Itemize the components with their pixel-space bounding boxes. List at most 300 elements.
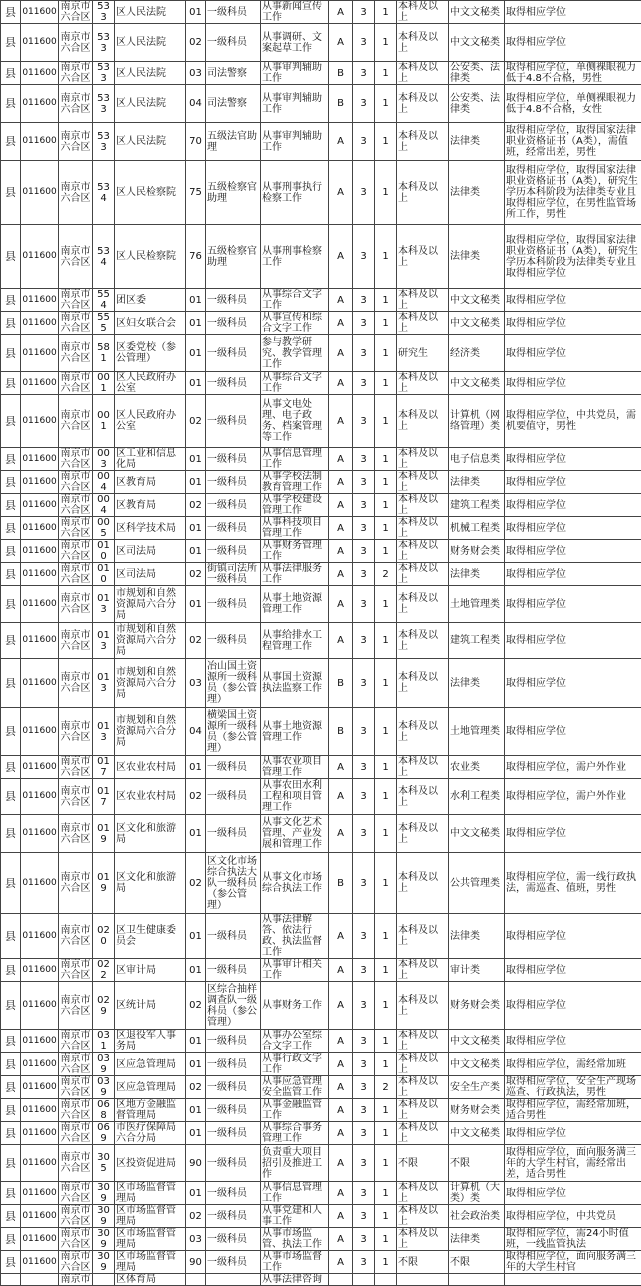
cell-post-name	[206, 1274, 261, 1286]
cell-district: 南京市六合区	[59, 982, 93, 1030]
cell-post-duty: 从事科技项目管理工作	[261, 517, 329, 540]
cell-dept-name: 区妇女联合会	[115, 312, 186, 335]
cell-exam-type: A	[329, 1145, 353, 1182]
cell-dept-name: 区应急管理局	[115, 1053, 186, 1076]
table-row	[1, 914, 641, 959]
cell-quota: 1	[375, 1053, 397, 1076]
cell-dept-name: 区审计局	[115, 959, 186, 982]
cell-exam-ratio: 3	[353, 517, 375, 540]
cell-post-code: 01	[186, 586, 206, 623]
cell-quota: 1	[375, 517, 397, 540]
cell-requirements: 取得相应学位	[505, 312, 641, 335]
cell-dept-code: 013	[93, 623, 115, 659]
cell-exam-ratio: 3	[353, 335, 375, 372]
cell-level: 县	[1, 853, 21, 914]
cell-region-code: 011600	[21, 1145, 59, 1182]
cell-level: 县	[1, 1145, 21, 1182]
cell-education: 本科及以上	[397, 372, 449, 395]
cell-dept-code: 533	[93, 85, 115, 123]
cell-dept-name: 区委党校（参公管理）	[115, 335, 186, 372]
cell-region-code: 011600	[21, 982, 59, 1030]
cell-level: 县	[1, 756, 21, 779]
cell-post-code: 01	[186, 471, 206, 494]
cell-dept-code: 533	[93, 24, 115, 62]
cell-post-code: 01	[186, 517, 206, 540]
cell-education: 本科及以上	[397, 756, 449, 779]
cell-exam-type: A	[329, 395, 353, 448]
cell-dept-code: 305	[93, 1145, 115, 1182]
cell-education: 本科及以上	[397, 1122, 449, 1145]
cell-district: 南京市六合区	[59, 517, 93, 540]
cell-post-name: 五级法官助理	[206, 123, 261, 161]
cell-region-code: 011600	[21, 289, 59, 312]
cell-post-name: 一级科员	[206, 1205, 261, 1228]
cell-region-code: 011600	[21, 853, 59, 914]
cell-level: 县	[1, 123, 21, 161]
cell-requirements: 取得相应学位	[505, 1122, 641, 1145]
cell-exam-type: A	[329, 335, 353, 372]
cell-level: 县	[1, 161, 21, 225]
cell-quota: 1	[375, 62, 397, 85]
cell-education: 本科及以上	[397, 815, 449, 853]
cell-district: 南京市六合区	[59, 1205, 93, 1228]
cell-education	[397, 1274, 449, 1286]
cell-region-code: 011600	[21, 1030, 59, 1053]
cell-dept-code: 001	[93, 372, 115, 395]
cell-post-code: 02	[186, 623, 206, 659]
cell-quota: 1	[375, 1182, 397, 1205]
cell-exam-ratio: 3	[353, 982, 375, 1030]
cell-post-code: 01	[186, 1182, 206, 1205]
cell-major: 安全生产类	[449, 1076, 505, 1099]
cell-education: 本科及以上	[397, 914, 449, 959]
cell-quota: 1	[375, 161, 397, 225]
cell-post-name: 一级科员	[206, 448, 261, 471]
cell-level: 县	[1, 85, 21, 123]
cell-dept-name: 区教育局	[115, 471, 186, 494]
cell-education: 本科及以上	[397, 659, 449, 708]
cell-education: 本科及以上	[397, 517, 449, 540]
cell-level: 县	[1, 62, 21, 85]
cell-district: 南京市六合区	[59, 494, 93, 517]
cell-requirements: 取得相应学位	[505, 24, 641, 62]
cell-requirements: 取得相应学位	[505, 1, 641, 24]
cell-major: 计算机（大类）类	[449, 1182, 505, 1205]
cell-dept-name: 市医疗保障局六合分局	[115, 1122, 186, 1145]
cell-exam-ratio: 3	[353, 623, 375, 659]
cell-post-duty: 从事审计相关工作	[261, 959, 329, 982]
cell-post-code: 02	[186, 779, 206, 815]
cell-region-code: 011600	[21, 1228, 59, 1251]
cell-major: 计算机（网络管理）类	[449, 395, 505, 448]
cell-post-name: 一级科员	[206, 517, 261, 540]
cell-quota: 1	[375, 1, 397, 24]
cell-dept-code: 581	[93, 335, 115, 372]
cell-post-name: 一级科员	[206, 1122, 261, 1145]
cell-post-name: 一级科员	[206, 1251, 261, 1274]
cell-region-code: 011600	[21, 1099, 59, 1122]
cell-region-code: 011600	[21, 312, 59, 335]
cell-major: 机械工程类	[449, 517, 505, 540]
cell-quota: 1	[375, 1145, 397, 1182]
cell-post-name: 一级科员	[206, 1, 261, 24]
cell-post-duty: 从事市场监督工作	[261, 1251, 329, 1274]
cell-major: 不限	[449, 1145, 505, 1182]
cell-requirements: 取得相应学位，取得国家法律职业资格证书（A类），研究生学历本科阶段为法律类专业且取得相应学位，在男性监管场所工作，男性	[505, 161, 641, 225]
cell-exam-ratio: 3	[353, 312, 375, 335]
cell-region-code: 011600	[21, 335, 59, 372]
cell-quota: 1	[375, 471, 397, 494]
cell-post-duty: 从事农田水利工程和项目管理工作	[261, 779, 329, 815]
cell-exam-ratio: 3	[353, 853, 375, 914]
cell-major: 土地管理类	[449, 586, 505, 623]
cell-post-code: 01	[186, 914, 206, 959]
table-row	[1, 1030, 641, 1053]
cell-post-code: 01	[186, 756, 206, 779]
cell-post-duty: 从事刑事执行检察工作	[261, 161, 329, 225]
cell-level: 县	[1, 815, 21, 853]
table-row	[1, 1251, 641, 1274]
cell-level: 县	[1, 623, 21, 659]
cell-district: 南京市六合区	[59, 372, 93, 395]
cell-quota: 1	[375, 756, 397, 779]
cell-dept-code: 013	[93, 708, 115, 756]
cell-post-code: 02	[186, 24, 206, 62]
cell-exam-ratio: 3	[353, 471, 375, 494]
cell-exam-ratio: 3	[353, 708, 375, 756]
cell-district: 南京市六合区	[59, 335, 93, 372]
cell-post-code: 02	[186, 1076, 206, 1099]
cell-quota: 1	[375, 779, 397, 815]
cell-dept-code: 003	[93, 448, 115, 471]
cell-education: 本科及以上	[397, 708, 449, 756]
cell-post-code: 01	[186, 335, 206, 372]
cell-post-name: 一级科员	[206, 1030, 261, 1053]
cell-exam-type: A	[329, 1205, 353, 1228]
cell-level: 县	[1, 1251, 21, 1274]
table-row	[1, 708, 641, 756]
cell-exam-type: A	[329, 24, 353, 62]
cell-dept-code: 013	[93, 659, 115, 708]
cell-exam-type: A	[329, 372, 353, 395]
cell-exam-type: A	[329, 225, 353, 289]
cell-level: 县	[1, 471, 21, 494]
cell-post-duty: 从事信息管理工作	[261, 448, 329, 471]
cell-major: 土地管理类	[449, 708, 505, 756]
cell-level: 县	[1, 395, 21, 448]
cell-major: 法律类	[449, 914, 505, 959]
cell-exam-ratio: 3	[353, 914, 375, 959]
cell-district: 南京市	[59, 1274, 93, 1286]
cell-major: 电子信息类	[449, 448, 505, 471]
cell-education: 本科及以上	[397, 1076, 449, 1099]
cell-major: 中文文秘类	[449, 312, 505, 335]
cell-post-name: 一级科员	[206, 959, 261, 982]
cell-exam-type: A	[329, 959, 353, 982]
cell-exam-ratio: 3	[353, 85, 375, 123]
cell-quota: 1	[375, 448, 397, 471]
cell-exam-ratio: 3	[353, 161, 375, 225]
cell-level: 县	[1, 659, 21, 708]
cell-exam-type: A	[329, 289, 353, 312]
cell-post-duty: 从事审判辅助工作	[261, 123, 329, 161]
cell-requirements: 取得相应学位，取得国家法律职业资格证书（A类），需值班，经常出差，男性	[505, 123, 641, 161]
cell-district: 南京市六合区	[59, 312, 93, 335]
cell-district: 南京市六合区	[59, 815, 93, 853]
cell-region-code: 011600	[21, 563, 59, 586]
cell-quota: 1	[375, 225, 397, 289]
cell-post-duty: 从事行政文字工作	[261, 1053, 329, 1076]
cell-requirements: 取得相应学位，面向服务满三年的大学生村官	[505, 1251, 641, 1274]
cell-requirements: 取得相应学位	[505, 586, 641, 623]
cell-requirements: 取得相应学位	[505, 708, 641, 756]
cell-exam-type: A	[329, 123, 353, 161]
cell-dept-name: 区投资促进局	[115, 1145, 186, 1182]
cell-dept-code: 068	[93, 1099, 115, 1122]
table-row	[1, 779, 641, 815]
cell-exam-type: A	[329, 779, 353, 815]
cell-region-code: 011600	[21, 395, 59, 448]
cell-district: 南京市六合区	[59, 623, 93, 659]
cell-region-code: 011600	[21, 517, 59, 540]
cell-dept-name: 市规划和自然资源局六合分局	[115, 623, 186, 659]
cell-exam-ratio: 3	[353, 372, 375, 395]
cell-education: 本科及以上	[397, 1030, 449, 1053]
cell-level: 县	[1, 1053, 21, 1076]
cell-major: 财务财会类	[449, 982, 505, 1030]
cell-education: 本科及以上	[397, 959, 449, 982]
cell-post-code: 02	[186, 494, 206, 517]
cell-post-name: 一级科员	[206, 312, 261, 335]
cell-major: 公安类、法律类	[449, 85, 505, 123]
cell-dept-name: 区人民检察院	[115, 225, 186, 289]
cell-requirements: 取得相应学位，需24小时值班，一线监管执法	[505, 1228, 641, 1251]
table-row	[1, 395, 641, 448]
cell-major: 中文文秘类	[449, 1122, 505, 1145]
cell-exam-ratio: 3	[353, 563, 375, 586]
cell-district: 南京市六合区	[59, 85, 93, 123]
cell-post-duty: 从事金融监管工作	[261, 1099, 329, 1122]
cell-exam-ratio: 3	[353, 395, 375, 448]
cell-post-name: 一级科员	[206, 1145, 261, 1182]
cell-major: 公共管理类	[449, 853, 505, 914]
cell-education: 本科及以上	[397, 1228, 449, 1251]
cell-dept-code: 029	[93, 982, 115, 1030]
cell-district: 南京市六合区	[59, 540, 93, 563]
cell-post-code: 70	[186, 123, 206, 161]
cell-education: 本科及以上	[397, 1182, 449, 1205]
cell-major: 建筑工程类	[449, 623, 505, 659]
cell-education: 本科及以上	[397, 779, 449, 815]
cell-exam-type: A	[329, 1030, 353, 1053]
cell-dept-code: 013	[93, 586, 115, 623]
cell-district: 南京市六合区	[59, 586, 93, 623]
cell-dept-code: 534	[93, 225, 115, 289]
cell-region-code: 011600	[21, 494, 59, 517]
cell-quota: 1	[375, 540, 397, 563]
cell-education: 本科及以上	[397, 123, 449, 161]
cell-post-duty: 从事新闻宣传工作	[261, 1, 329, 24]
cell-post-name: 一级科员	[206, 395, 261, 448]
cell-requirements: 取得相应学位	[505, 471, 641, 494]
table-row	[1, 756, 641, 779]
cell-dept-name: 区司法局	[115, 540, 186, 563]
cell-level: 县	[1, 1182, 21, 1205]
cell-post-duty: 从事法律解答、依法行政、执法监督工作	[261, 914, 329, 959]
cell-post-name: 横梁国土资源所一级科员（参公管理）	[206, 708, 261, 756]
cell-level: 县	[1, 448, 21, 471]
cell-region-code: 011600	[21, 815, 59, 853]
cell-major: 建筑工程类	[449, 494, 505, 517]
cell-quota: 1	[375, 1228, 397, 1251]
cell-exam-type: A	[329, 517, 353, 540]
cell-requirements: 取得相应学位，中共党员，需机要值守，男性	[505, 395, 641, 448]
table-row	[1, 85, 641, 123]
cell-dept-code: 554	[93, 289, 115, 312]
cell-post-duty: 从事审判辅助工作	[261, 62, 329, 85]
cell-exam-ratio: 3	[353, 289, 375, 312]
cell-exam-ratio: 3	[353, 779, 375, 815]
cell-dept-code: 031	[93, 1030, 115, 1053]
cell-post-code: 03	[186, 62, 206, 85]
cell-exam-ratio: 3	[353, 24, 375, 62]
cell-post-code	[186, 1274, 206, 1286]
cell-dept-name: 区农业农村局	[115, 756, 186, 779]
cell-exam-type: B	[329, 659, 353, 708]
cell-post-duty: 从事学校建设管理工作	[261, 494, 329, 517]
cell-requirements: 取得相应学位	[505, 1030, 641, 1053]
table-row	[1, 161, 641, 225]
cell-exam-type: A	[329, 471, 353, 494]
cell-major: 中文文秘类	[449, 1030, 505, 1053]
cell-region-code: 011600	[21, 1122, 59, 1145]
cell-post-name: 一级科员	[206, 372, 261, 395]
cell-region-code: 011600	[21, 24, 59, 62]
cell-requirements: 取得相应学位，安全生产现场巡查、行政执法，男性	[505, 1076, 641, 1099]
cell-requirements: 取得相应学位，面向服务满三年的大学生村官，需经常出差，适合男性	[505, 1145, 641, 1182]
cell-post-duty: 从事财务工作	[261, 982, 329, 1030]
cell-major: 审计类	[449, 959, 505, 982]
cell-quota: 1	[375, 335, 397, 372]
cell-district: 南京市六合区	[59, 1145, 93, 1182]
cell-exam-type: A	[329, 1182, 353, 1205]
cell-exam-type: A	[329, 1251, 353, 1274]
cell-requirements: 取得相应学位	[505, 494, 641, 517]
cell-dept-name: 区市场监督管理局	[115, 1251, 186, 1274]
cell-level: 县	[1, 372, 21, 395]
cell-post-code: 01	[186, 1099, 206, 1122]
cell-post-duty: 负责重大项目招引及推进工作	[261, 1145, 329, 1182]
cell-quota	[375, 1274, 397, 1286]
cell-exam-type: A	[329, 1076, 353, 1099]
cell-district: 南京市六合区	[59, 395, 93, 448]
cell-district: 南京市六合区	[59, 708, 93, 756]
cell-post-duty: 从事给排水工程管理工作	[261, 623, 329, 659]
cell-region-code: 011600	[21, 1076, 59, 1099]
cell-major: 法律类	[449, 659, 505, 708]
cell-district: 南京市六合区	[59, 1076, 93, 1099]
cell-exam-ratio: 3	[353, 225, 375, 289]
cell-requirements: 取得相应学位，需经常加班，适合男性	[505, 1099, 641, 1122]
cell-dept-code: 309	[93, 1205, 115, 1228]
cell-dept-code: 309	[93, 1251, 115, 1274]
cell-post-code: 01	[186, 289, 206, 312]
cell-dept-name: 区人民检察院	[115, 161, 186, 225]
cell-requirements: 取得相应学位	[505, 982, 641, 1030]
cell-post-code: 03	[186, 659, 206, 708]
cell-education: 本科及以上	[397, 448, 449, 471]
cell-quota: 1	[375, 372, 397, 395]
cell-education: 不限	[397, 1145, 449, 1182]
cell-exam-ratio: 3	[353, 1122, 375, 1145]
cell-education: 本科及以上	[397, 1099, 449, 1122]
cell-exam-type: A	[329, 815, 353, 853]
cell-requirements: 取得相应学位	[505, 914, 641, 959]
cell-major: 公安类、法律类	[449, 62, 505, 85]
cell-exam-type: A	[329, 494, 353, 517]
cell-exam-ratio: 3	[353, 586, 375, 623]
cell-dept-code: 039	[93, 1053, 115, 1076]
cell-exam-type: A	[329, 448, 353, 471]
cell-exam-ratio: 3	[353, 1145, 375, 1182]
cell-district: 南京市六合区	[59, 756, 93, 779]
cell-dept-name: 区统计局	[115, 982, 186, 1030]
cell-dept-name: 区文化和旅游局	[115, 853, 186, 914]
cell-dept-code: 017	[93, 779, 115, 815]
cell-post-duty: 从事刑事检察工作	[261, 225, 329, 289]
table-row	[1, 815, 641, 853]
cell-district: 南京市六合区	[59, 161, 93, 225]
table-row	[1, 1228, 641, 1251]
cell-region-code: 011600	[21, 756, 59, 779]
cell-region-code: 011600	[21, 372, 59, 395]
table-row	[1, 225, 641, 289]
cell-district: 南京市六合区	[59, 471, 93, 494]
table-row	[1, 1053, 641, 1076]
cell-post-name: 一级科员	[206, 1076, 261, 1099]
cell-exam-type: A	[329, 1, 353, 24]
cell-major: 中文文秘类	[449, 289, 505, 312]
cell-post-duty: 从事审判辅助工作	[261, 85, 329, 123]
cell-major: 法律类	[449, 471, 505, 494]
cell-level	[1, 1274, 21, 1286]
cell-requirements: 取得相应学位，需户外作业	[505, 779, 641, 815]
cell-post-code: 01	[186, 540, 206, 563]
cell-district: 南京市六合区	[59, 1, 93, 24]
cell-dept-code: 533	[93, 62, 115, 85]
cell-post-duty: 从事应急管理安全监管工作	[261, 1076, 329, 1099]
cell-post-name: 一级科员	[206, 540, 261, 563]
cell-exam-ratio: 3	[353, 1205, 375, 1228]
cell-post-name: 一级科员	[206, 1099, 261, 1122]
cell-region-code: 011600	[21, 448, 59, 471]
cell-dept-name: 区市场监督管理局	[115, 1205, 186, 1228]
cell-post-duty: 从事党建和人事工作	[261, 1205, 329, 1228]
cell-exam-ratio: 3	[353, 756, 375, 779]
cell-post-name: 一级科员	[206, 1053, 261, 1076]
table-row	[1, 471, 641, 494]
cell-quota: 1	[375, 586, 397, 623]
cell-post-code: 01	[186, 959, 206, 982]
cell-major: 水利工程类	[449, 779, 505, 815]
table-row	[1, 24, 641, 62]
cell-exam-type: A	[329, 586, 353, 623]
cell-region-code: 011600	[21, 1182, 59, 1205]
cell-dept-code: 309	[93, 1228, 115, 1251]
cell-exam-type: A	[329, 914, 353, 959]
cell-district: 南京市六合区	[59, 1099, 93, 1122]
cell-exam-ratio: 3	[353, 659, 375, 708]
